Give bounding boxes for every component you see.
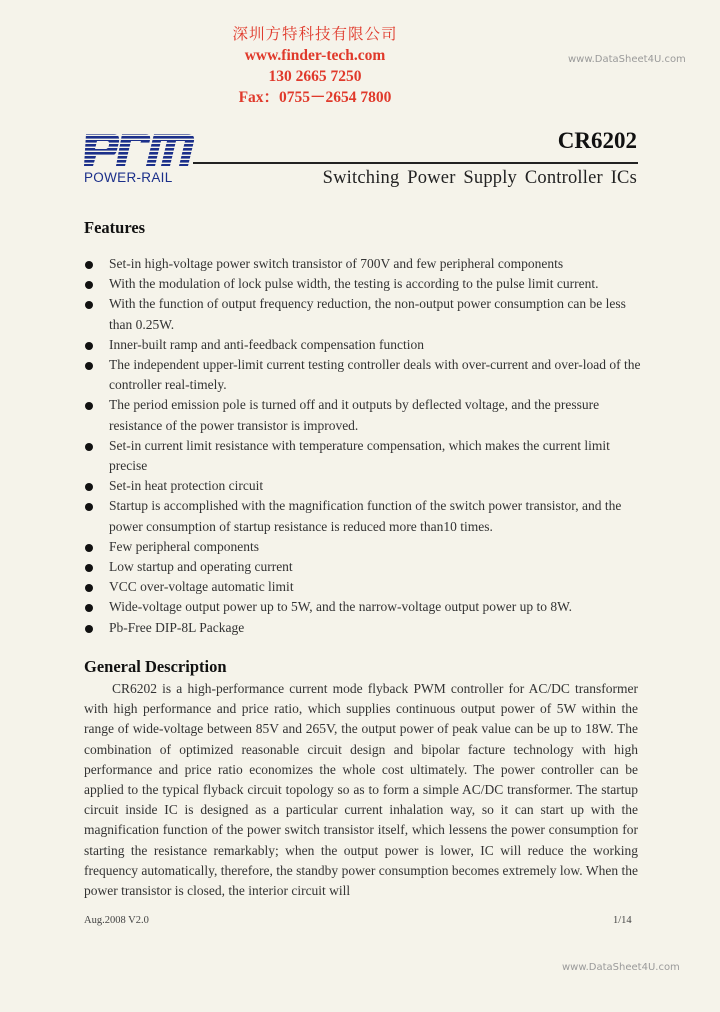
company-logo	[84, 128, 204, 188]
footer-date-version: Aug.2008 V2.0	[84, 915, 149, 926]
logo-subtitle: POWER-RAIL	[84, 170, 173, 185]
list-item: Inner-built ramp and anti-feedback compensation function	[84, 335, 644, 355]
stamp-company-name: 深圳方特科技有限公司	[232, 25, 398, 43]
list-item: The independent upper-limit current testing controller deals with over-current and over-load of the controller real-timely.	[84, 355, 644, 395]
list-item: Low startup and operating current	[84, 557, 644, 577]
footer-page-number: 1/14	[613, 915, 632, 926]
list-item: Set-in current limit resistance with temperature compensation, which makes the current limit precise	[84, 436, 644, 476]
list-item: Startup is accomplished with the magnification function of the switch power transistor, and the power consumption of startup resistance is reduced more than10 times.	[84, 496, 644, 536]
list-item: VCC over-voltage automatic limit	[84, 577, 644, 597]
list-item: Pb-Free DIP-8L Package	[84, 618, 644, 638]
features-heading: Features	[84, 218, 146, 237]
watermark-bottom: www.DataSheet4U.com	[562, 962, 680, 973]
list-item: The period emission pole is turned off and it outputs by deflected voltage, and the pressure resistance of the power transistor is improved.	[84, 395, 644, 435]
general-description-heading: General Description	[84, 657, 227, 676]
document-subtitle: Switching Power Supply Controller ICs	[322, 168, 637, 188]
list-item: Wide-voltage output power up to 5W, and the narrow-voltage output power up to 8W.	[84, 597, 644, 617]
list-item: With the function of output frequency reduction, the non-output power consumption can be less than 0.25W.	[84, 294, 644, 334]
features-list	[84, 254, 644, 638]
general-description-text: CR6202 is a high-performance current mode flyback PWM controller for AC/DC transformer with high performance and price ratio, which supplies continuous output power of 5W within the range of wide-voltage between 85V and 265V, the output power of peak value can be up to 18W. The combination of optimized reasonable circuit design and bipolar facture technology with high performance and price ratio economizes the whole cost ultimately. The power controller can be applied to the typical flyback circuit topology so as to form a simple AC/DC transformer. The startup circuit inside IC is designed as a particular current inhalation way, so it can start up with the magnification function of the power switch transistor itself, which lessens the power consumption for starting the resistance remarkably; when the output power is lower, IC will reduce the working frequency automatically, therefore, the standby power consumption becomes extremely low. When the power transistor is closed, the interior circuit will	[84, 681, 638, 899]
list-item: Set-in high-voltage power switch transistor of 700V and few peripheral components	[84, 254, 644, 274]
stamp-fax: Fax：0755－2654 7800	[238, 89, 392, 106]
distributor-stamp	[205, 24, 425, 108]
list-item: Few peripheral components	[84, 537, 644, 557]
prm-logo-icon	[84, 128, 196, 168]
watermark-top: www.DataSheet4U.com	[568, 54, 686, 65]
part-number-title: CR6202	[557, 128, 637, 153]
title-divider	[193, 162, 638, 164]
list-item: Set-in heat protection circuit	[84, 476, 644, 496]
stamp-phone: 130 2665 7250	[268, 68, 362, 85]
stamp-website: www.finder-tech.com	[244, 47, 386, 64]
list-item: With the modulation of lock pulse width, the testing is according to the pulse limit current.	[84, 274, 644, 294]
